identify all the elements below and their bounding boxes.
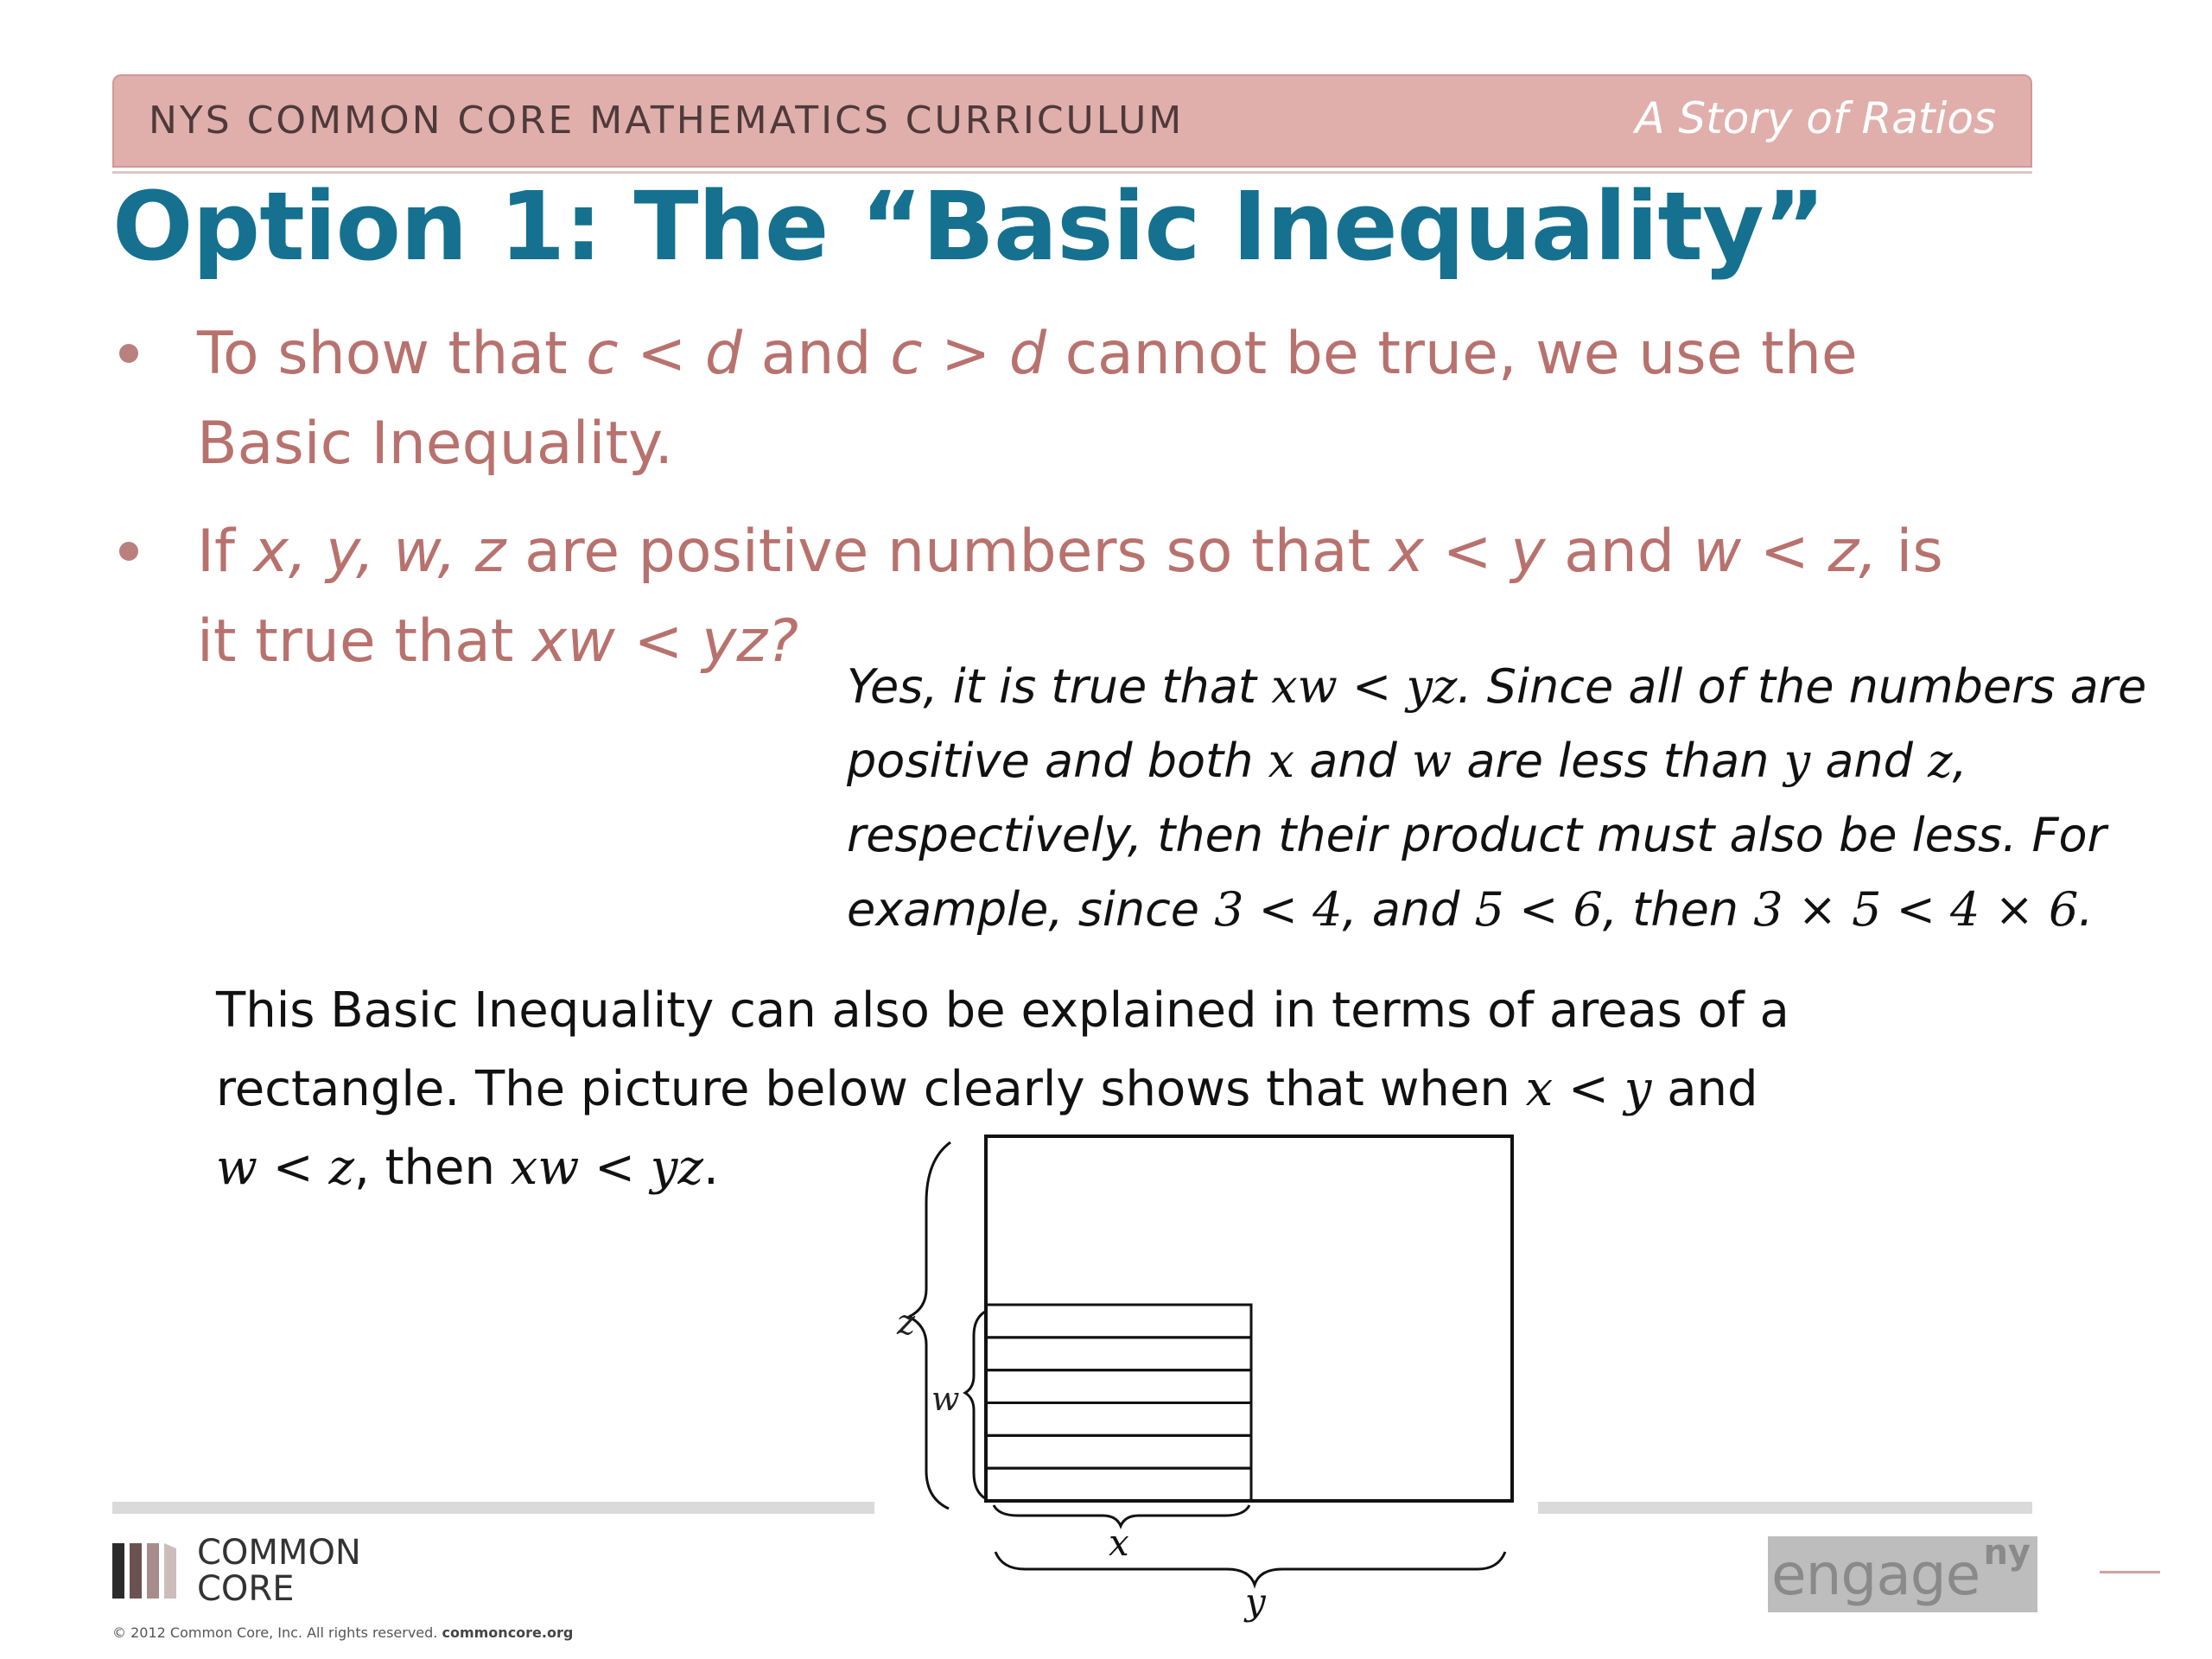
math-run: xw < yz?	[532, 607, 799, 676]
text-run: , then	[353, 1140, 511, 1196]
inner-strip	[986, 1338, 1251, 1370]
engageny-logo	[1768, 1536, 2037, 1612]
text-run: and	[1545, 518, 1694, 586]
text-run: and	[1651, 1061, 1758, 1117]
math-run: x	[1268, 734, 1295, 788]
math-run: xw < yz	[1271, 659, 1458, 714]
math-run: w < z	[216, 1140, 354, 1196]
w-brace	[965, 1312, 985, 1498]
math-run: xw < yz	[510, 1140, 703, 1196]
math-run: c < d	[586, 320, 743, 388]
text-run: .	[702, 1140, 719, 1196]
text-run: , then	[1602, 882, 1754, 937]
text-run: If	[197, 518, 254, 586]
text-run: are positive numbers so that	[505, 518, 1389, 586]
inner-strip	[986, 1468, 1251, 1501]
z-brace	[909, 1142, 950, 1509]
footer-rule-left	[112, 1502, 874, 1514]
inner-strip	[986, 1305, 1251, 1338]
math-run: c > d	[890, 320, 1046, 388]
math-run: y	[1783, 734, 1811, 788]
inner-strip	[986, 1435, 1251, 1468]
text-run: and	[1294, 734, 1413, 788]
inner-strip	[986, 1403, 1251, 1436]
text-run: Yes, it is true that	[847, 659, 1272, 714]
math-run: x < y	[1525, 1061, 1652, 1117]
text-run: positive and both	[847, 734, 1268, 788]
z-label: z	[897, 1303, 916, 1343]
text-run: are less than	[1452, 734, 1784, 788]
math-run: w	[1412, 734, 1452, 788]
bullet-1-line-2: Basic Inequality.	[197, 410, 674, 478]
text-run: is	[1877, 518, 1943, 586]
site-link: commoncore.org	[442, 1624, 574, 1641]
copyright-text: © 2012 Common Core, Inc. All rights reserved.	[112, 1624, 438, 1641]
text-run: ,	[1952, 734, 1967, 788]
common-core-wordmark	[197, 1535, 361, 1607]
module-label: A Story of Ratios	[1635, 93, 1996, 143]
outer-rectangle	[986, 1136, 1512, 1501]
inner-rectangle	[986, 1305, 1251, 1501]
text-run: it true that	[197, 607, 533, 676]
math-run: z	[1928, 734, 1953, 788]
math-run: 3 < 4	[1214, 882, 1343, 937]
x-label: x	[1109, 1522, 1129, 1564]
answer-line-3: respectively, then their product must also be less. For	[847, 808, 2107, 862]
slide-dash	[2100, 1571, 2160, 1573]
math-run: w < z,	[1693, 518, 1878, 586]
text-run: and	[1810, 734, 1929, 788]
math-run: 3 × 5 < 4 × 6	[1753, 882, 2079, 937]
slide-title: Option 1: The “Basic Inequality”	[112, 171, 1825, 282]
text-run: example, since	[847, 882, 1215, 937]
explanation-line-1: This Basic Inequality can also be explained in terms of areas of a	[216, 982, 1789, 1039]
y-label: y	[1245, 1580, 1266, 1623]
wordmark-line-1: COMMON	[197, 1533, 361, 1573]
ny-superscript: ny	[1983, 1536, 2031, 1573]
text-run: To show that	[197, 320, 587, 388]
text-run: cannot be true, we use the	[1046, 320, 1858, 388]
engage-wordmark: engage	[1771, 1541, 1980, 1608]
w-label: w	[931, 1380, 960, 1418]
math-run: x, y, w, z	[253, 518, 506, 586]
math-run: 5 < 6	[1474, 882, 1603, 937]
text-run: . Since all of the numbers are	[1457, 659, 2147, 714]
inner-strip	[986, 1370, 1251, 1403]
wordmark-line-2: CORE	[197, 1569, 295, 1609]
math-run: x < y	[1389, 518, 1546, 586]
text-run: .	[2078, 882, 2094, 937]
text-run: and	[742, 320, 891, 388]
text-run: , and	[1342, 882, 1475, 937]
copyright-notice	[112, 1624, 573, 1641]
footer-rule-right	[1538, 1502, 2032, 1514]
common-core-logo-icon	[112, 1540, 183, 1600]
curriculum-label: NYS COMMON CORE MATHEMATICS CURRICULUM	[149, 99, 1185, 143]
text-run: rectangle. The picture below clearly shows that when	[216, 1061, 1526, 1117]
